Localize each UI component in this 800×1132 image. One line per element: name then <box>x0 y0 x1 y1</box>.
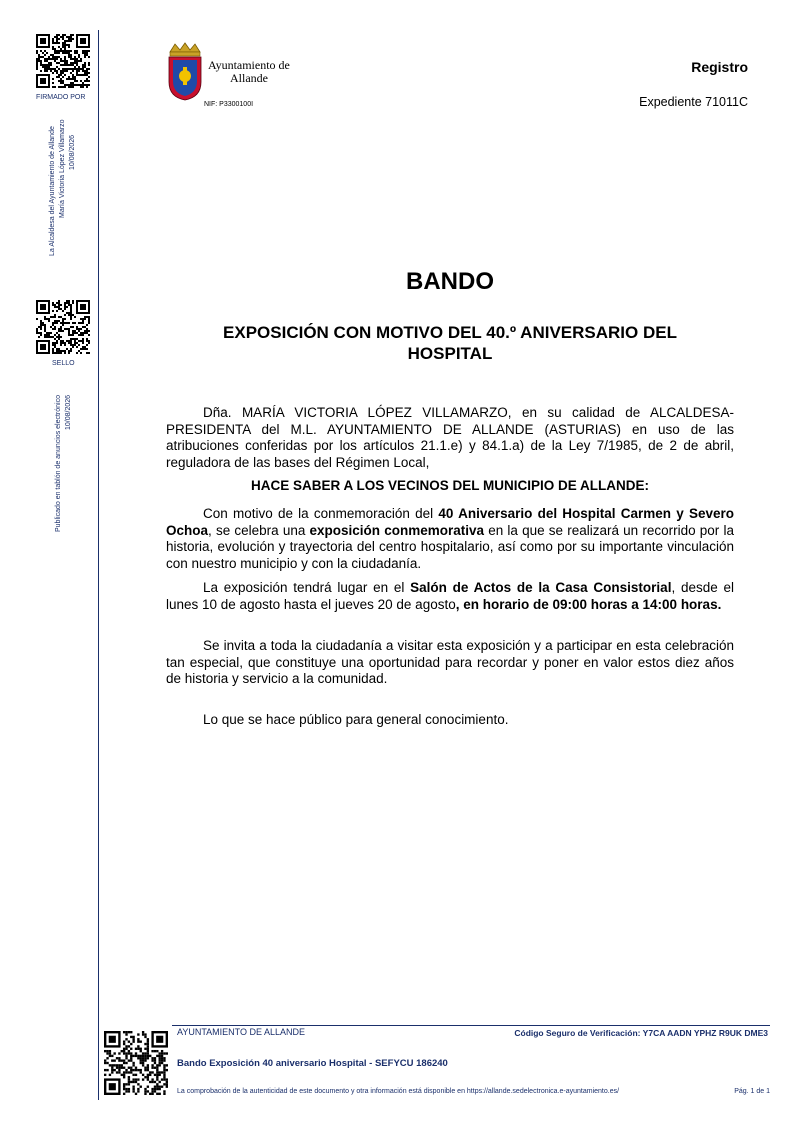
org-name-line2: Allande <box>230 71 268 85</box>
signature-qr-code <box>36 34 90 88</box>
p2-b: 40 Aniversario del Hospital Carmen y Severo Ochoa <box>166 506 734 538</box>
footer-verification-notice: La comprobación de la autenticidad de este documento y otra información está disponible en https://allande.sedelectronica.e-ayuntamiento.es/ <box>177 1088 620 1095</box>
p3-b: Salón de Actos de la Casa Consistorial <box>410 580 672 595</box>
footer-csv: Código Seguro de Verificación: Y7CA AADN YPHZ R9UK DME3 <box>514 1028 768 1038</box>
p2-e: en la que se realizará un recorrido por la historia, evolución y trayectoria del centro hospitalario, así como por su importante vinculación con nuestro municipio y con la ciudadanía. <box>166 522 734 571</box>
p2-c: , se celebra una <box>208 522 310 538</box>
signed-by-label: FIRMADO POR <box>36 94 86 101</box>
signer-line-2: María Victoria López Villamarzo <box>59 119 66 218</box>
p3-c: , desde el lunes 10 de agosto hasta el jueves 20 de agosto <box>166 580 734 612</box>
p5-text: Lo que se hace público para general conocimiento. <box>203 712 509 727</box>
p2-d: exposición conmemorativa <box>309 522 485 538</box>
org-name-line1: Ayuntamiento de <box>208 58 290 72</box>
p4-text: Se invita a toda la ciudadanía a visitar esta exposición y a participar en esta celebración tan especial, que constituye una oportunidad para recordar y poner en valor estos diez años de historia y servicio a la comunidad. <box>166 638 734 686</box>
subtitle-line-1: EXPOSICIÓN CON MOTIVO DEL 40.º ANIVERSARIO DEL <box>223 323 677 342</box>
section-heading: HACE SABER A LOS VECINOS DEL MUNICIPIO DE ALLANDE: <box>250 478 650 493</box>
paragraph-motive <box>166 506 734 572</box>
signer-line-1: La Alcaldesa del Ayuntamiento de Allande <box>49 126 56 256</box>
footer-qr-code <box>104 1031 168 1095</box>
footer-page-number: Pág. 1 de 1 <box>734 1088 770 1095</box>
footer-doc-title: Bando Exposición 40 aniversario Hospital - SEFYCU 186240 <box>177 1058 448 1069</box>
seal-line-1: Publicado en tablón de anuncios electrónico <box>55 395 62 532</box>
intro-text: Dña. MARÍA VICTORIA LÓPEZ VILLAMARZO, en su calidad de ALCALDESA-PRESIDENTA del M.L. AYUNTAMIENTO DE ALLANDE (ASTURIAS) en uso de las atribuciones conferidas por los artículos 21.1.e) y 84.1.a) de la Ley 7/1985, de 2 de abril, reguladora de las bases del Régimen Local, <box>166 405 734 470</box>
footer-divider <box>172 1025 770 1026</box>
paragraph-invitation <box>166 638 734 688</box>
page-title: BANDO <box>406 268 494 295</box>
paragraph-closing <box>166 712 734 729</box>
margin-divider <box>98 30 99 1100</box>
p2-a: Con motivo de la conmemoración del <box>203 506 439 521</box>
paragraph-location <box>166 580 734 613</box>
intro-paragraph <box>166 405 734 471</box>
subtitle-line-2: HOSPITAL <box>407 344 493 363</box>
municipal-crest-icon <box>165 42 205 102</box>
p3-d: , en horario de 09:00 horas a 14:00 horas. <box>455 596 722 612</box>
nif-text: NIF: P3300100I <box>204 101 254 108</box>
seal-label: SELLO <box>52 360 75 367</box>
seal-line-2: 10/08/2026 <box>65 394 72 430</box>
footer-org: AYUNTAMIENTO DE ALLANDE <box>177 1027 306 1037</box>
registro-label: Registro <box>691 59 748 75</box>
expediente-number: Expediente 71011C <box>639 95 748 109</box>
signer-line-3: 10/08/2026 <box>69 134 76 170</box>
page-subtitle <box>166 322 734 364</box>
p3-a: La exposición tendrá lugar en el <box>203 580 411 595</box>
seal-qr-code <box>36 300 90 354</box>
